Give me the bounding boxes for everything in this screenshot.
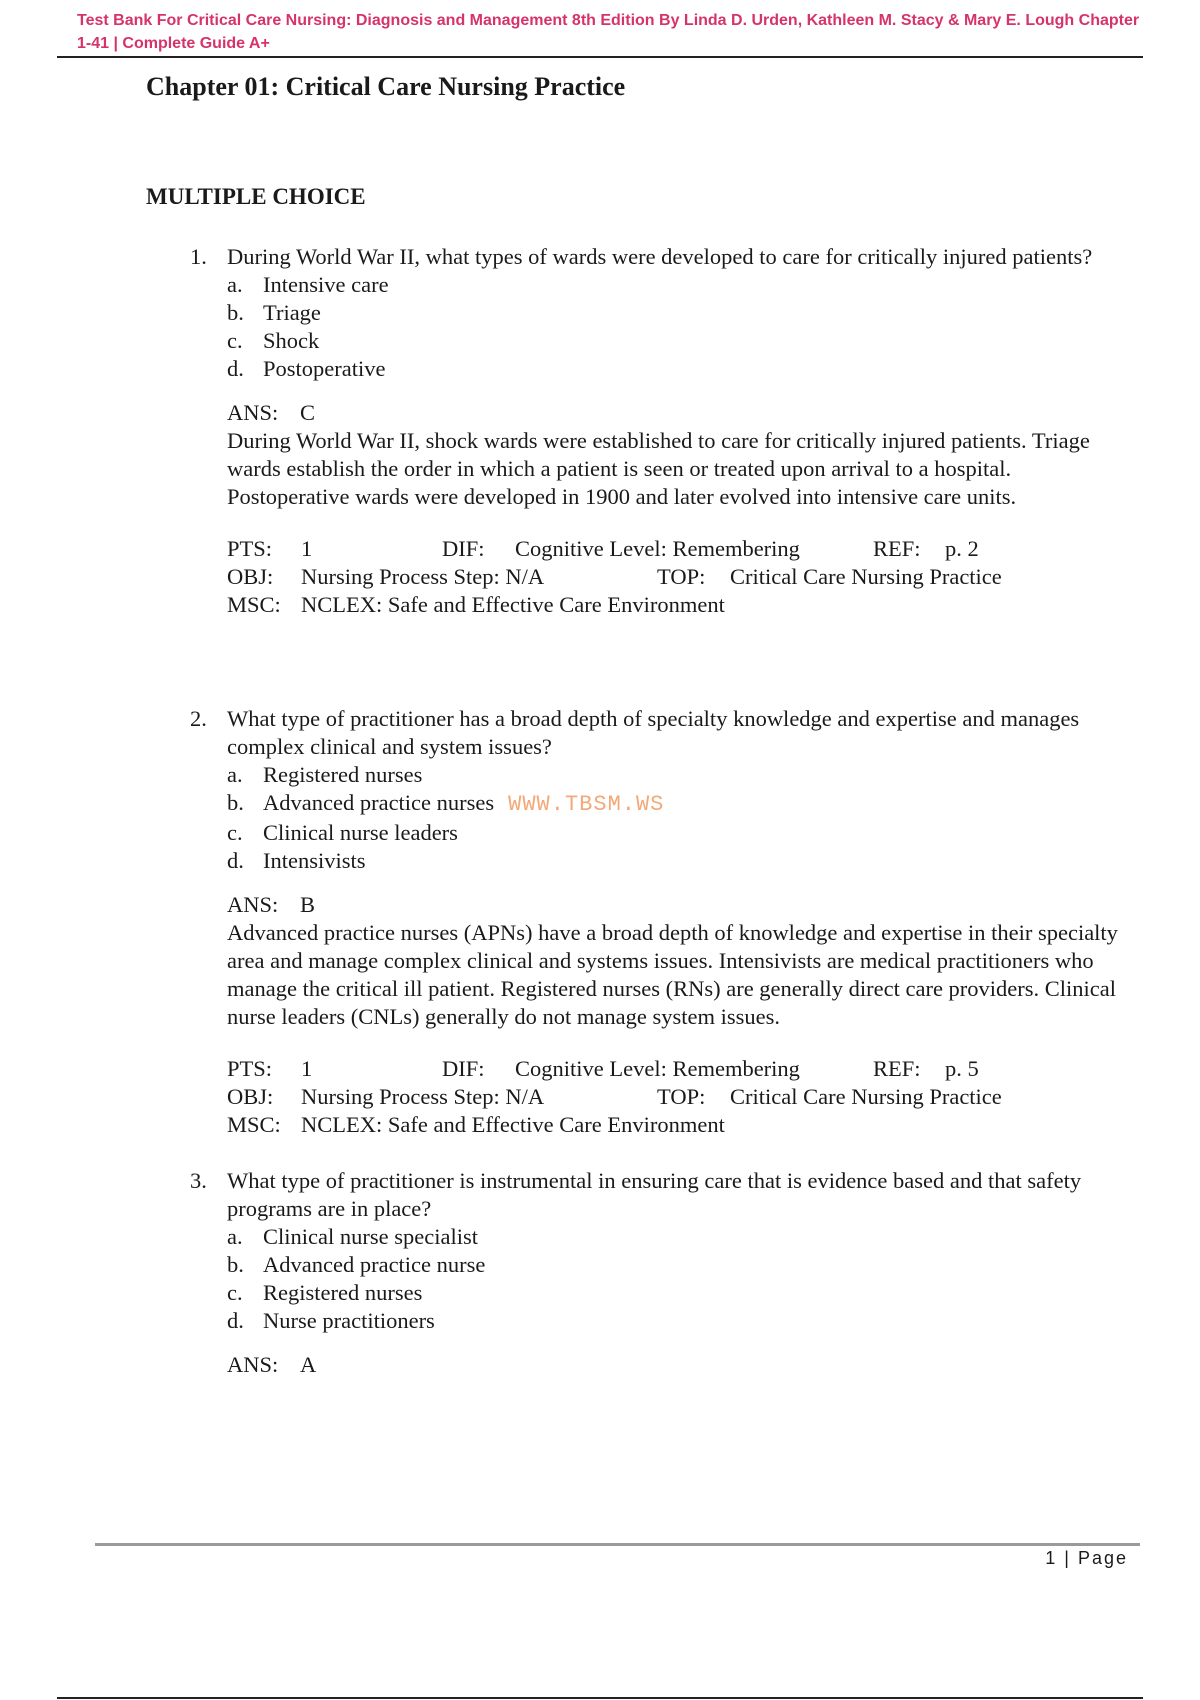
top-label: TOP: bbox=[657, 1084, 706, 1109]
msc-label: MSC: bbox=[227, 592, 281, 617]
option-b bbox=[227, 299, 1127, 327]
option-text: Advanced practice nurses bbox=[263, 790, 495, 815]
option-text: Intensivists bbox=[263, 848, 366, 873]
option-text: Clinical nurse leaders bbox=[263, 820, 458, 845]
answer-line bbox=[227, 891, 1127, 919]
section-title: MULTIPLE CHOICE bbox=[146, 184, 366, 209]
top-value: Critical Care Nursing Practice bbox=[730, 564, 1002, 589]
option-c bbox=[227, 327, 1127, 355]
pts-value: 1 bbox=[301, 536, 313, 561]
option-c bbox=[227, 819, 1127, 847]
pts-label: PTS: bbox=[227, 536, 273, 561]
msc-label: MSC: bbox=[227, 1112, 281, 1137]
option-text: Registered nurses bbox=[263, 762, 423, 787]
dif-value: Cognitive Level: Remembering bbox=[515, 1056, 800, 1081]
chapter-title: Chapter 01: Critical Care Nursing Practice bbox=[146, 72, 626, 101]
option-text: Triage bbox=[263, 300, 321, 325]
option-letter: c. bbox=[227, 1280, 243, 1305]
answer-value: A bbox=[300, 1352, 317, 1377]
top-label: TOP: bbox=[657, 564, 706, 589]
rationale: Advanced practice nurses (APNs) have a broad depth of knowledge and expertise in their specialty area and manage complex clinical and systems issues. Intensivists are medical practitioners who manage the critical ill patient. Registered nurses (RNs) are generally direct care providers. Clinical nurse leaders (CNLs) generally do not manage system issues. bbox=[227, 920, 1118, 1029]
question-stem: What type of practitioner is instrumental in ensuring care that is evidence based and that safety programs are in place? bbox=[227, 1168, 1082, 1221]
obj-value: Nursing Process Step: N/A bbox=[301, 1084, 545, 1109]
obj-label: OBJ: bbox=[227, 564, 274, 589]
ref-value: p. 5 bbox=[945, 1056, 979, 1081]
answer-value: B bbox=[300, 892, 316, 917]
answer-line bbox=[227, 1351, 1127, 1379]
option-letter: a. bbox=[227, 762, 243, 787]
obj-label: OBJ: bbox=[227, 1084, 274, 1109]
option-b bbox=[227, 789, 1127, 819]
option-text: Postoperative bbox=[263, 356, 386, 381]
option-letter: b. bbox=[227, 1252, 244, 1277]
footer-divider bbox=[95, 1543, 1140, 1546]
ref-value: p. 2 bbox=[945, 536, 979, 561]
dif-label: DIF: bbox=[442, 1056, 485, 1081]
option-text: Shock bbox=[263, 328, 320, 353]
option-text: Intensive care bbox=[263, 272, 389, 297]
obj-value: Nursing Process Step: N/A bbox=[301, 564, 545, 589]
page-number: 1 | Page bbox=[1045, 1548, 1128, 1568]
question-number: 3. bbox=[190, 1168, 207, 1193]
option-list bbox=[227, 761, 1127, 875]
msc-value: NCLEX: Safe and Effective Care Environment bbox=[301, 1112, 725, 1137]
option-a bbox=[227, 761, 1127, 789]
option-letter: a. bbox=[227, 272, 243, 297]
ref-label: REF: bbox=[873, 1056, 921, 1081]
option-letter: d. bbox=[227, 356, 244, 381]
document-header: Test Bank For Critical Care Nursing: Diagnosis and Management 8th Edition By Linda D. Urden, Kathleen M. Stacy & Mary E. Lough Chapter 1-41 | Complete Guide A+ bbox=[77, 12, 1140, 52]
option-text: Advanced practice nurse bbox=[263, 1252, 486, 1277]
msc-value: NCLEX: Safe and Effective Care Environment bbox=[301, 592, 725, 617]
option-c bbox=[227, 1279, 1127, 1307]
option-letter: c. bbox=[227, 820, 243, 845]
option-d bbox=[227, 1307, 1127, 1335]
top-value: Critical Care Nursing Practice bbox=[730, 1084, 1002, 1109]
question-number: 2. bbox=[190, 706, 207, 731]
option-letter: b. bbox=[227, 790, 244, 815]
pts-label: PTS: bbox=[227, 1056, 273, 1081]
page-bottom-divider bbox=[57, 1697, 1143, 1699]
answer-line bbox=[227, 399, 1127, 427]
answer-value: C bbox=[300, 400, 316, 425]
option-text: Registered nurses bbox=[263, 1280, 423, 1305]
option-letter: b. bbox=[227, 300, 244, 325]
answer-label: ANS: bbox=[227, 400, 279, 425]
option-list bbox=[227, 1223, 1127, 1335]
question-stem: What type of practitioner has a broad depth of specialty knowledge and expertise and manages complex clinical and system issues? bbox=[227, 706, 1080, 759]
question-stem: During World War II, what types of wards were developed to care for critically injured patients? bbox=[227, 244, 1093, 269]
option-d bbox=[227, 355, 1127, 383]
watermark-text: WWW.TBSM.WS bbox=[508, 792, 665, 817]
option-text: Nurse practitioners bbox=[263, 1308, 435, 1333]
option-a bbox=[227, 1223, 1127, 1251]
option-b bbox=[227, 1251, 1127, 1279]
dif-value: Cognitive Level: Remembering bbox=[515, 536, 800, 561]
dif-label: DIF: bbox=[442, 536, 485, 561]
option-letter: d. bbox=[227, 1308, 244, 1333]
option-d bbox=[227, 847, 1127, 875]
answer-label: ANS: bbox=[227, 892, 279, 917]
option-letter: c. bbox=[227, 328, 243, 353]
rationale: During World War II, shock wards were established to care for critically injured patients. Triage wards establish the order in which a patient is seen or treated upon arrival to a hospital. Postoperative wards were developed in 1900 and later evolved into intensive care units. bbox=[227, 428, 1090, 509]
option-a bbox=[227, 271, 1127, 299]
question-number: 1. bbox=[190, 244, 207, 269]
pts-value: 1 bbox=[301, 1056, 313, 1081]
option-list bbox=[227, 271, 1127, 383]
header-divider bbox=[57, 56, 1143, 58]
option-text: Clinical nurse specialist bbox=[263, 1224, 478, 1249]
ref-label: REF: bbox=[873, 536, 921, 561]
question-metadata bbox=[227, 1055, 1127, 1139]
answer-label: ANS: bbox=[227, 1352, 279, 1377]
question-metadata bbox=[227, 535, 1127, 619]
option-letter: d. bbox=[227, 848, 244, 873]
option-letter: a. bbox=[227, 1224, 243, 1249]
